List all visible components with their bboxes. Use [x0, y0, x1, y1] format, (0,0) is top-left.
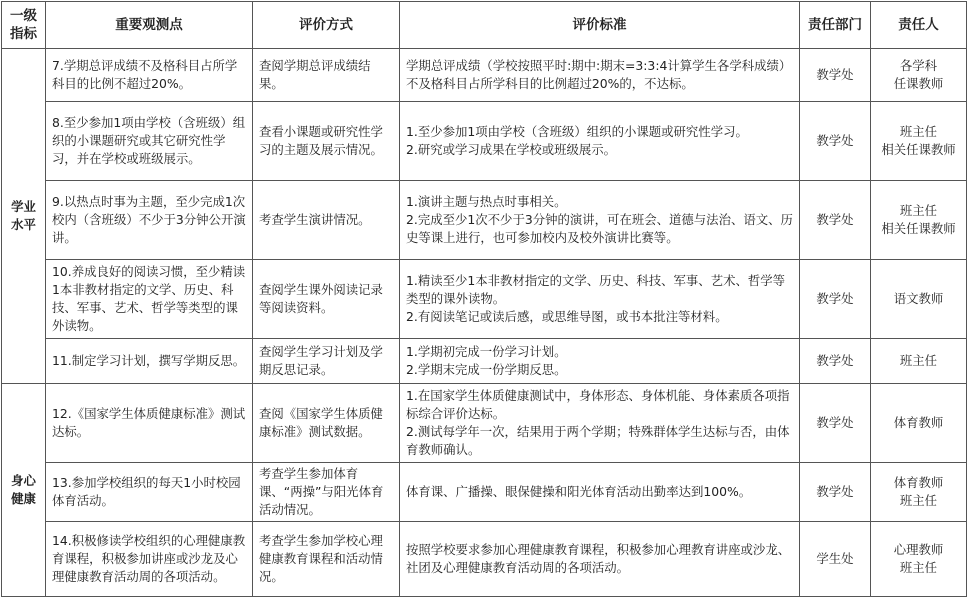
- standard-line: 2.有阅读笔记或读后感，或思维导图，或书本批注等材料。: [406, 309, 728, 324]
- person-line: 班主任: [899, 203, 938, 218]
- header-category-line1: 一级: [10, 8, 37, 24]
- person-line: 相关任课教师: [881, 142, 956, 157]
- person-line: 体育教师: [893, 475, 944, 490]
- dept-cell: 教学处: [800, 384, 871, 463]
- dept-cell: 教学处: [800, 339, 871, 384]
- category-label: 水平: [11, 217, 36, 232]
- observation-cell: 10.养成良好的阅读习惯，至少精读1本非教材指定的文学、历史、科技、军事、艺术、哲学等类型的课外读物。: [46, 260, 253, 339]
- table-row: [2, 181, 967, 260]
- header-person: 责任人: [871, 2, 967, 49]
- method-cell: 查阅学期总评成绩结果。: [253, 49, 400, 102]
- header-method: 评价方式: [253, 2, 400, 49]
- standard-line: 1.精读至少1本非教材指定的文学、历史、科技、军事、艺术、哲学等类型的课外读物。: [406, 273, 786, 306]
- standard-line: 2.研究或学习成果在学校或班级展示。: [406, 142, 617, 157]
- table-row: [2, 102, 967, 181]
- person-line: 班主任: [899, 353, 938, 368]
- dept-cell: 教学处: [800, 181, 871, 260]
- standard-line: 体育课、广播操、眼保健操和阳光体育活动出勤率达到100%。: [406, 484, 752, 499]
- observation-cell: 7.学期总评成绩不及格科目占所学科目的比例不超过20%。: [46, 49, 253, 102]
- dept-cell: 教学处: [800, 463, 871, 522]
- header-standard: 评价标准: [400, 2, 800, 49]
- person-line: 相关任课教师: [881, 221, 956, 236]
- standard-line: 2.测试每学年一次，结果用于两个学期；特殊群体学生达标与否，由体育教师确认。: [406, 424, 790, 457]
- person-line: 体育教师: [893, 415, 944, 430]
- standard-line: 2.学期末完成一份学期反思。: [406, 362, 567, 377]
- standard-line: 1.学期初完成一份学习计划。: [406, 344, 567, 359]
- dept-cell: 教学处: [800, 260, 871, 339]
- standard-cell: [400, 49, 800, 102]
- evaluation-table: [1, 1, 967, 597]
- person-line: 各学科: [899, 58, 938, 73]
- method-cell: 查阅学生课外阅读记录等阅读资料。: [253, 260, 400, 339]
- person-cell: [871, 181, 967, 260]
- standard-line: 按照学校要求参加心理健康教育课程，积极参加心理教育讲座或沙龙、社团及心理健康教育活动周的各项活动。: [406, 542, 791, 575]
- person-line: 任课教师: [893, 76, 944, 91]
- person-cell: [871, 49, 967, 102]
- person-cell: [871, 102, 967, 181]
- observation-cell: 12.《国家学生体质健康标准》测试达标。: [46, 384, 253, 463]
- category-label: 健康: [11, 491, 36, 506]
- method-cell: 查阅学生学习计划及学期反思记录。: [253, 339, 400, 384]
- header-dept: 责任部门: [800, 2, 871, 49]
- person-line: 班主任: [899, 124, 938, 139]
- person-cell: [871, 463, 967, 522]
- observation-cell: 8.至少参加1项由学校（含班级）组织的小课题研究或其它研究性学习，并在学校或班级展示。: [46, 102, 253, 181]
- table-row: [2, 463, 967, 522]
- category-cell: [2, 49, 46, 384]
- method-cell: 考查学生参加体育课、“两操”与阳光体育活动情况。: [253, 463, 400, 522]
- table-row: [2, 339, 967, 384]
- person-cell: [871, 260, 967, 339]
- standard-cell: [400, 522, 800, 597]
- standard-line: 1.在国家学生体质健康测试中，身体形态、身体机能、身体素质各项指标综合评价达标。: [406, 388, 790, 421]
- person-cell: [871, 384, 967, 463]
- person-line: 班主任: [899, 560, 938, 575]
- table-body: [2, 49, 967, 597]
- standard-cell: [400, 102, 800, 181]
- method-cell: 考查学生演讲情况。: [253, 181, 400, 260]
- observation-cell: 9.以热点时事为主题，至少完成1次校内（含班级）不少于3分钟公开演讲。: [46, 181, 253, 260]
- header-observation: 重要观测点: [46, 2, 253, 49]
- person-cell: [871, 339, 967, 384]
- standard-line: 1.演讲主题与热点时事相关。: [406, 194, 567, 209]
- person-cell: [871, 522, 967, 597]
- header-row: [2, 2, 967, 49]
- category-label: 身心: [11, 473, 36, 488]
- dept-cell: 学生处: [800, 522, 871, 597]
- table-row: [2, 49, 967, 102]
- observation-cell: 13.参加学校组织的每天1小时校园体育活动。: [46, 463, 253, 522]
- observation-cell: 14.积极修读学校组织的心理健康教育课程，积极参加讲座或沙龙及心理健康教育活动周的各项活动。: [46, 522, 253, 597]
- table-row: [2, 260, 967, 339]
- header-category-line2: 指标: [10, 26, 37, 42]
- method-cell: 查看小课题或研究性学习的主题及展示情况。: [253, 102, 400, 181]
- person-line: 班主任: [899, 493, 938, 508]
- method-cell: 查阅《国家学生体质健康标准》测试数据。: [253, 384, 400, 463]
- person-line: 语文教师: [893, 291, 944, 306]
- standard-cell: [400, 181, 800, 260]
- header-category: [2, 2, 46, 49]
- table-row: [2, 384, 967, 463]
- dept-cell: 教学处: [800, 49, 871, 102]
- table-row: [2, 522, 967, 597]
- dept-cell: 教学处: [800, 102, 871, 181]
- category-label: 学业: [11, 199, 36, 214]
- method-cell: 考查学生参加学校心理健康教育课程和活动情况。: [253, 522, 400, 597]
- person-line: 心理教师: [893, 542, 944, 557]
- standard-cell: [400, 463, 800, 522]
- standard-line: 1.至少参加1项由学校（含班级）组织的小课题或研究性学习。: [406, 124, 748, 139]
- standard-line: 2.完成至少1次不少于3分钟的演讲，可在班会、道德与法治、语文、历史等课上进行，也可参加校内及校外演讲比赛等。: [406, 212, 793, 245]
- category-cell: [2, 384, 46, 597]
- standard-cell: [400, 384, 800, 463]
- standard-line: 学期总评成绩（学校按照平时:期中:期末=3:3:4计算学生各学科成绩）不及格科目占所学科目的比例超过20%的，不达标。: [406, 58, 792, 91]
- standard-cell: [400, 339, 800, 384]
- standard-cell: [400, 260, 800, 339]
- observation-cell: 11.制定学习计划，撰写学期反思。: [46, 339, 253, 384]
